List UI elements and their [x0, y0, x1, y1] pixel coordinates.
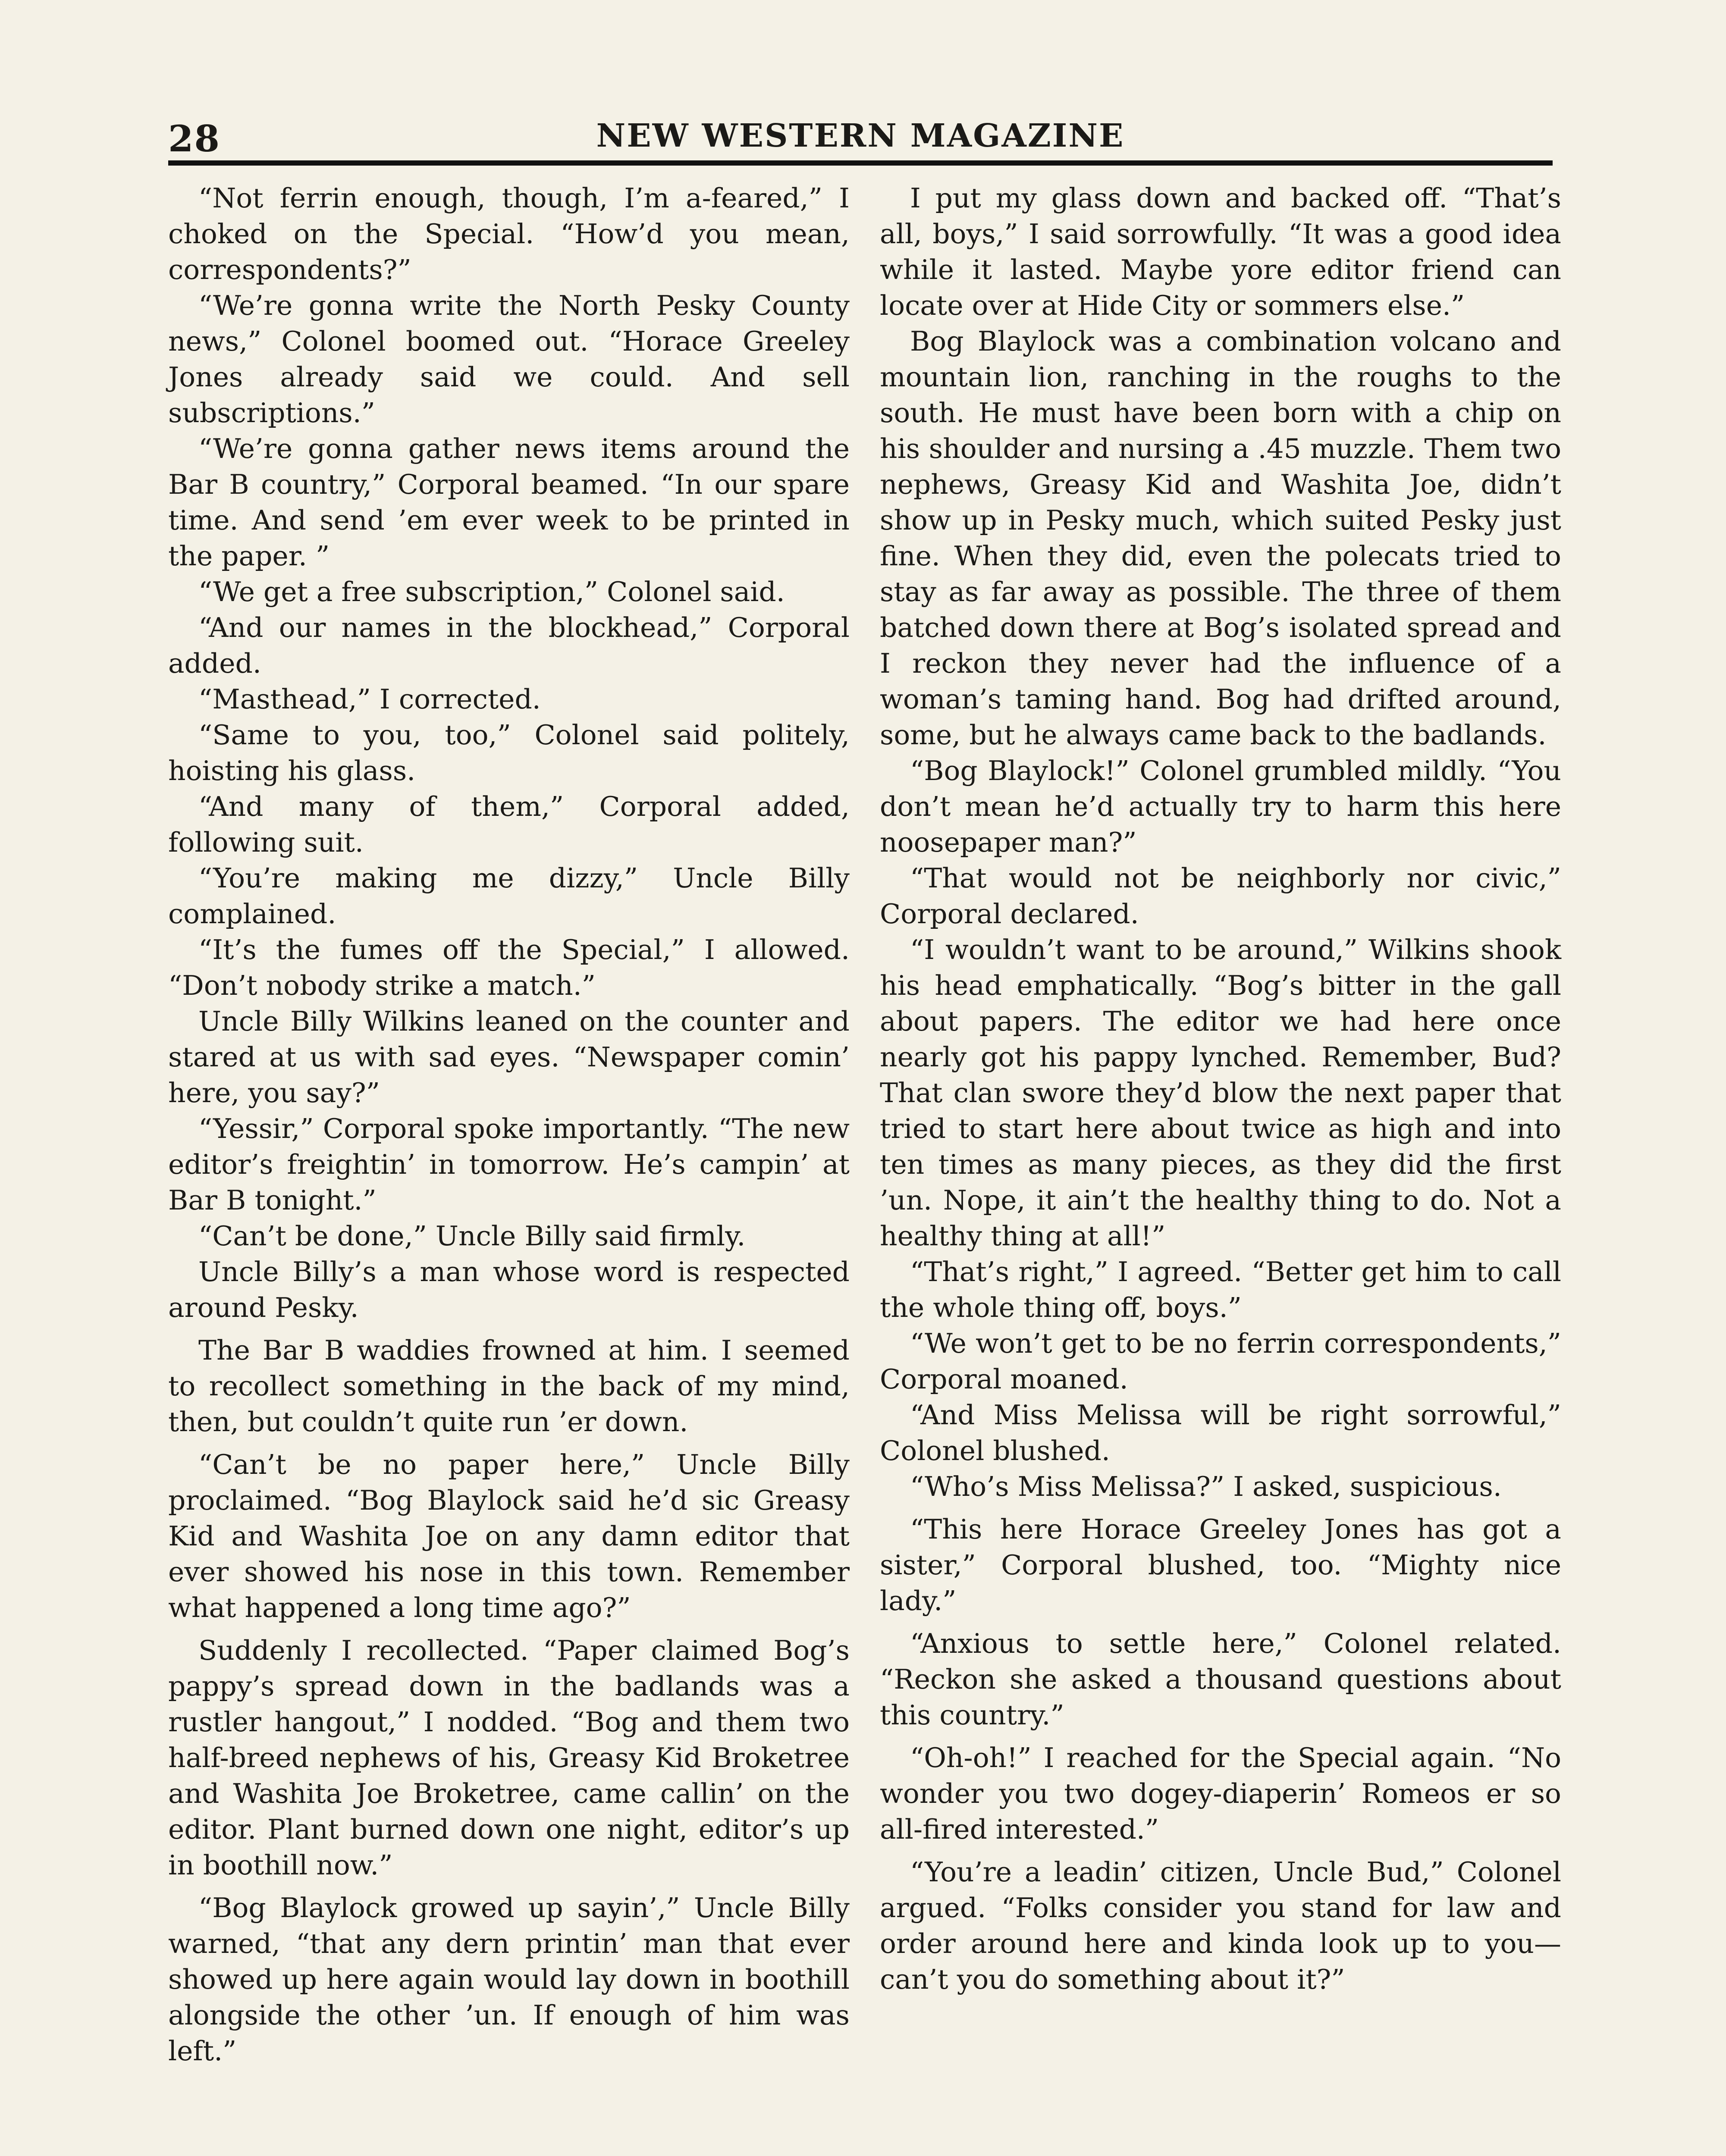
page-number: 28: [168, 117, 220, 160]
right-text-column: [880, 180, 1561, 1997]
paragraph: “And many of them,” Corporal added, following suit.: [168, 791, 850, 858]
paragraph: “You’re making me dizzy,” Uncle Billy complained.: [168, 862, 850, 930]
paragraph: The Bar B waddies frowned at him. I seemed to recollect something in the back of my mind, then, but couldn’t quite run ’er down.: [168, 1335, 850, 1438]
paragraph: “We’re gonna gather news items around the Bar B country,” Corporal beamed. “In our spare time. And send ’em ever week to be printed in the paper. ”: [168, 433, 850, 572]
paragraph: “You’re a leadin’ citizen, Uncle Bud,” Colonel argued. “Folks consider you stand for law and order around here and kinda look up to you—can’t you do something about it?”: [880, 1856, 1561, 1995]
paragraph: “We get a free subscription,” Colonel said.: [198, 576, 785, 608]
paragraph: Suddenly I recollected. “Paper claimed Bog’s pappy’s spread down in the badlands was a rustler hangout,” I nodded. “Bog and them two half-breed nephews of his, Greasy Kid Broketree and Washita Joe Broketree, came callin’ on the editor. Plant burned down one night, editor’s up in boothill now.”: [168, 1635, 850, 1881]
paragraph: “Masthead,” I corrected.: [198, 683, 541, 715]
paragraph: “Yessir,” Corporal spoke importantly. “The new editor’s freightin’ in tomorrow. He’s campin’ at Bar B tonight.”: [168, 1113, 850, 1216]
paragraph: “And our names in the blockhead,” Corporal added.: [168, 612, 850, 679]
paragraph: “Can’t be done,” Uncle Billy said firmly.: [198, 1220, 746, 1252]
paragraph: “We won’t get to be no ferrin correspondents,” Corporal moaned.: [880, 1328, 1561, 1395]
paragraph: “Same to you, too,” Colonel said politely, hoisting his glass.: [168, 719, 850, 787]
paragraph: I put my glass down and backed off. “That’s all, boys,” I said sorrowfully. “It was a good idea while it lasted. Maybe yore editor friend can locate over at Hide City or sommers else.”: [880, 182, 1561, 321]
left-text-column: [168, 180, 850, 2069]
paragraph: “Bog Blaylock!” Colonel grumbled mildly. “You don’t mean he’d actually try to harm this here noosepaper man?”: [880, 755, 1561, 858]
paragraph: “Who’s Miss Melissa?” I asked, suspicious.: [910, 1471, 1502, 1502]
paragraph: “Oh-oh!” I reached for the Special again. “No wonder you two dogey-diaperin’ Romeos er so all-fired interested.”: [880, 1742, 1561, 1845]
paragraph: Uncle Billy Wilkins leaned on the counter and stared at us with sad eyes. “Newspaper comin’ here, you say?”: [168, 1006, 850, 1109]
paragraph: Uncle Billy’s a man whose word is respected around Pesky.: [168, 1256, 850, 1323]
paragraph: “It’s the fumes off the Special,” I allowed. “Don’t nobody strike a match.”: [168, 934, 850, 1001]
paragraph: “This here Horace Greeley Jones has got a sister,” Corporal blushed, too. “Mighty nice lady.”: [880, 1514, 1561, 1617]
page-header: [168, 108, 1553, 160]
paragraph: “And Miss Melissa will be right sorrowful,” Colonel blushed.: [880, 1399, 1561, 1467]
paragraph: “I wouldn’t want to be around,” Wilkins shook his head emphatically. “Bog’s bitter in the gall about papers. The editor we had here once nearly got his pappy lynched. Remember, Bud? That clan swore they’d blow the next paper that tried to start here about twice as high and into ten times as many pieces, as they did the first ’un. Nope, it ain’t the healthy thing to do. Not a healthy thing at all!”: [880, 934, 1561, 1252]
paragraph: “That’s right,” I agreed. “Better get him to call the whole thing off, boys.”: [880, 1256, 1561, 1323]
paragraph: “Can’t be no paper here,” Uncle Billy proclaimed. “Bog Blaylock said he’d sic Greasy Kid and Washita Joe on any damn editor that ever showed his nose in this town. Remember what happened a long time ago?”: [168, 1449, 850, 1623]
paragraph: “Anxious to settle here,” Colonel related. “Reckon she asked a thousand questions about this country.”: [880, 1628, 1561, 1731]
paragraph: “That would not be neighborly nor civic,” Corporal declared.: [880, 862, 1561, 930]
paragraph: “Not ferrin enough, though, I’m a-feared,” I choked on the Special. “How’d you mean, correspondents?”: [168, 182, 850, 285]
paragraph: “Bog Blaylock growed up sayin’,” Uncle Billy warned, “that any dern printin’ man that ever showed up here again would lay down in boothill alongside the other ’un. If enough of him was left.”: [168, 1892, 850, 2067]
paragraph: Bog Blaylock was a combination volcano and mountain lion, ranching in the roughs to the south. He must have been born with a chip on his shoulder and nursing a .45 muzzle. Them two nephews, Greasy Kid and Washita Joe, didn’t show up in Pesky much, which suited Pesky just fine. When they did, even the polecats tried to stay as far away as possible. The three of them batched down there at Bog’s isolated spread and I reckon they never had the influence of a woman’s taming hand. Bog had drifted around, some, but he always came back to the badlands.: [880, 326, 1561, 751]
header-rule: [168, 160, 1553, 166]
paragraph: “We’re gonna write the North Pesky County news,” Colonel boomed out. “Horace Greeley Jones already said we could. And sell subscriptions.”: [168, 290, 850, 429]
running-title: NEW WESTERN MAGAZINE: [596, 117, 1125, 154]
